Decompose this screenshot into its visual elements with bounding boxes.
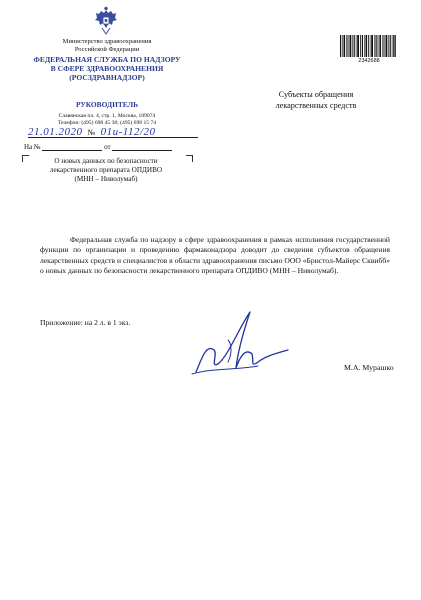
reference-line [24, 143, 172, 151]
recipient [236, 90, 396, 111]
recipient-line-2: лекарственных средств [275, 100, 357, 110]
ministry-line-1: Министерство здравоохранения [62, 38, 152, 45]
ref-prefix: На № [24, 143, 41, 151]
barcode-number: 2342688 [358, 58, 380, 64]
ref-from: от [104, 143, 111, 151]
ref-number-blank [42, 143, 102, 151]
ministry-name [18, 38, 196, 53]
subject-line-3: (МНН – Ниволумаб) [74, 175, 138, 183]
coat-of-arms-emblem [91, 6, 121, 36]
handwritten-signature [188, 310, 298, 380]
registration-underline [28, 137, 198, 138]
author-role: РУКОВОДИТЕЛЬ [76, 100, 138, 109]
service-address [18, 113, 196, 126]
handwritten-date: 21.01.2020 [28, 126, 83, 138]
subject-corner-tr [186, 155, 193, 162]
subject-line-2: лекарственного препарата ОПДИВО [49, 166, 163, 174]
phone-line: Телефон: (495) 698 45 38; (495) 698 15 74 [57, 119, 157, 126]
barcode [340, 35, 396, 57]
body-paragraph: Федеральная служба по надзору в сфере здравоохранения в рамках исполнения государственной функции по организации и проведению фармаконадзора доводит до сведения субъектов обращения лекарственных средств и специалистов в области здравоохранения письмо ООО «Бристол-Майерс Сквибб» о новых данных по безопасности лекарственного препарата ОПДИВО (МНН – Ниволумаб). [40, 235, 390, 275]
service-line-1: ФЕДЕРАЛЬНАЯ СЛУЖБА ПО НАДЗОРУ [33, 55, 181, 64]
letter-subject [26, 157, 186, 184]
address-line: Славянская пл. 4, стр. 1, Москва, 109074 [58, 113, 156, 119]
ref-date-blank [112, 143, 172, 151]
handwritten-number: 01и-112/20 [100, 126, 156, 138]
service-name [18, 56, 196, 83]
attachment-note: Приложение: на 2 л. в 1 экз. [40, 318, 131, 327]
service-line-3: (РОСЗДРАВНАДЗОР) [69, 72, 145, 82]
service-line-2: В СФЕРЕ ЗДРАВООХРАНЕНИЯ [50, 63, 164, 73]
ministry-line-2: Российской Федерации [74, 45, 140, 53]
recipient-line-1: Субъекты обращения [278, 90, 354, 99]
number-sign: № [87, 128, 96, 137]
subject-line-1: О новых данных по безопасности [54, 157, 158, 165]
signer-name: М.А. Мурашко [344, 363, 394, 372]
